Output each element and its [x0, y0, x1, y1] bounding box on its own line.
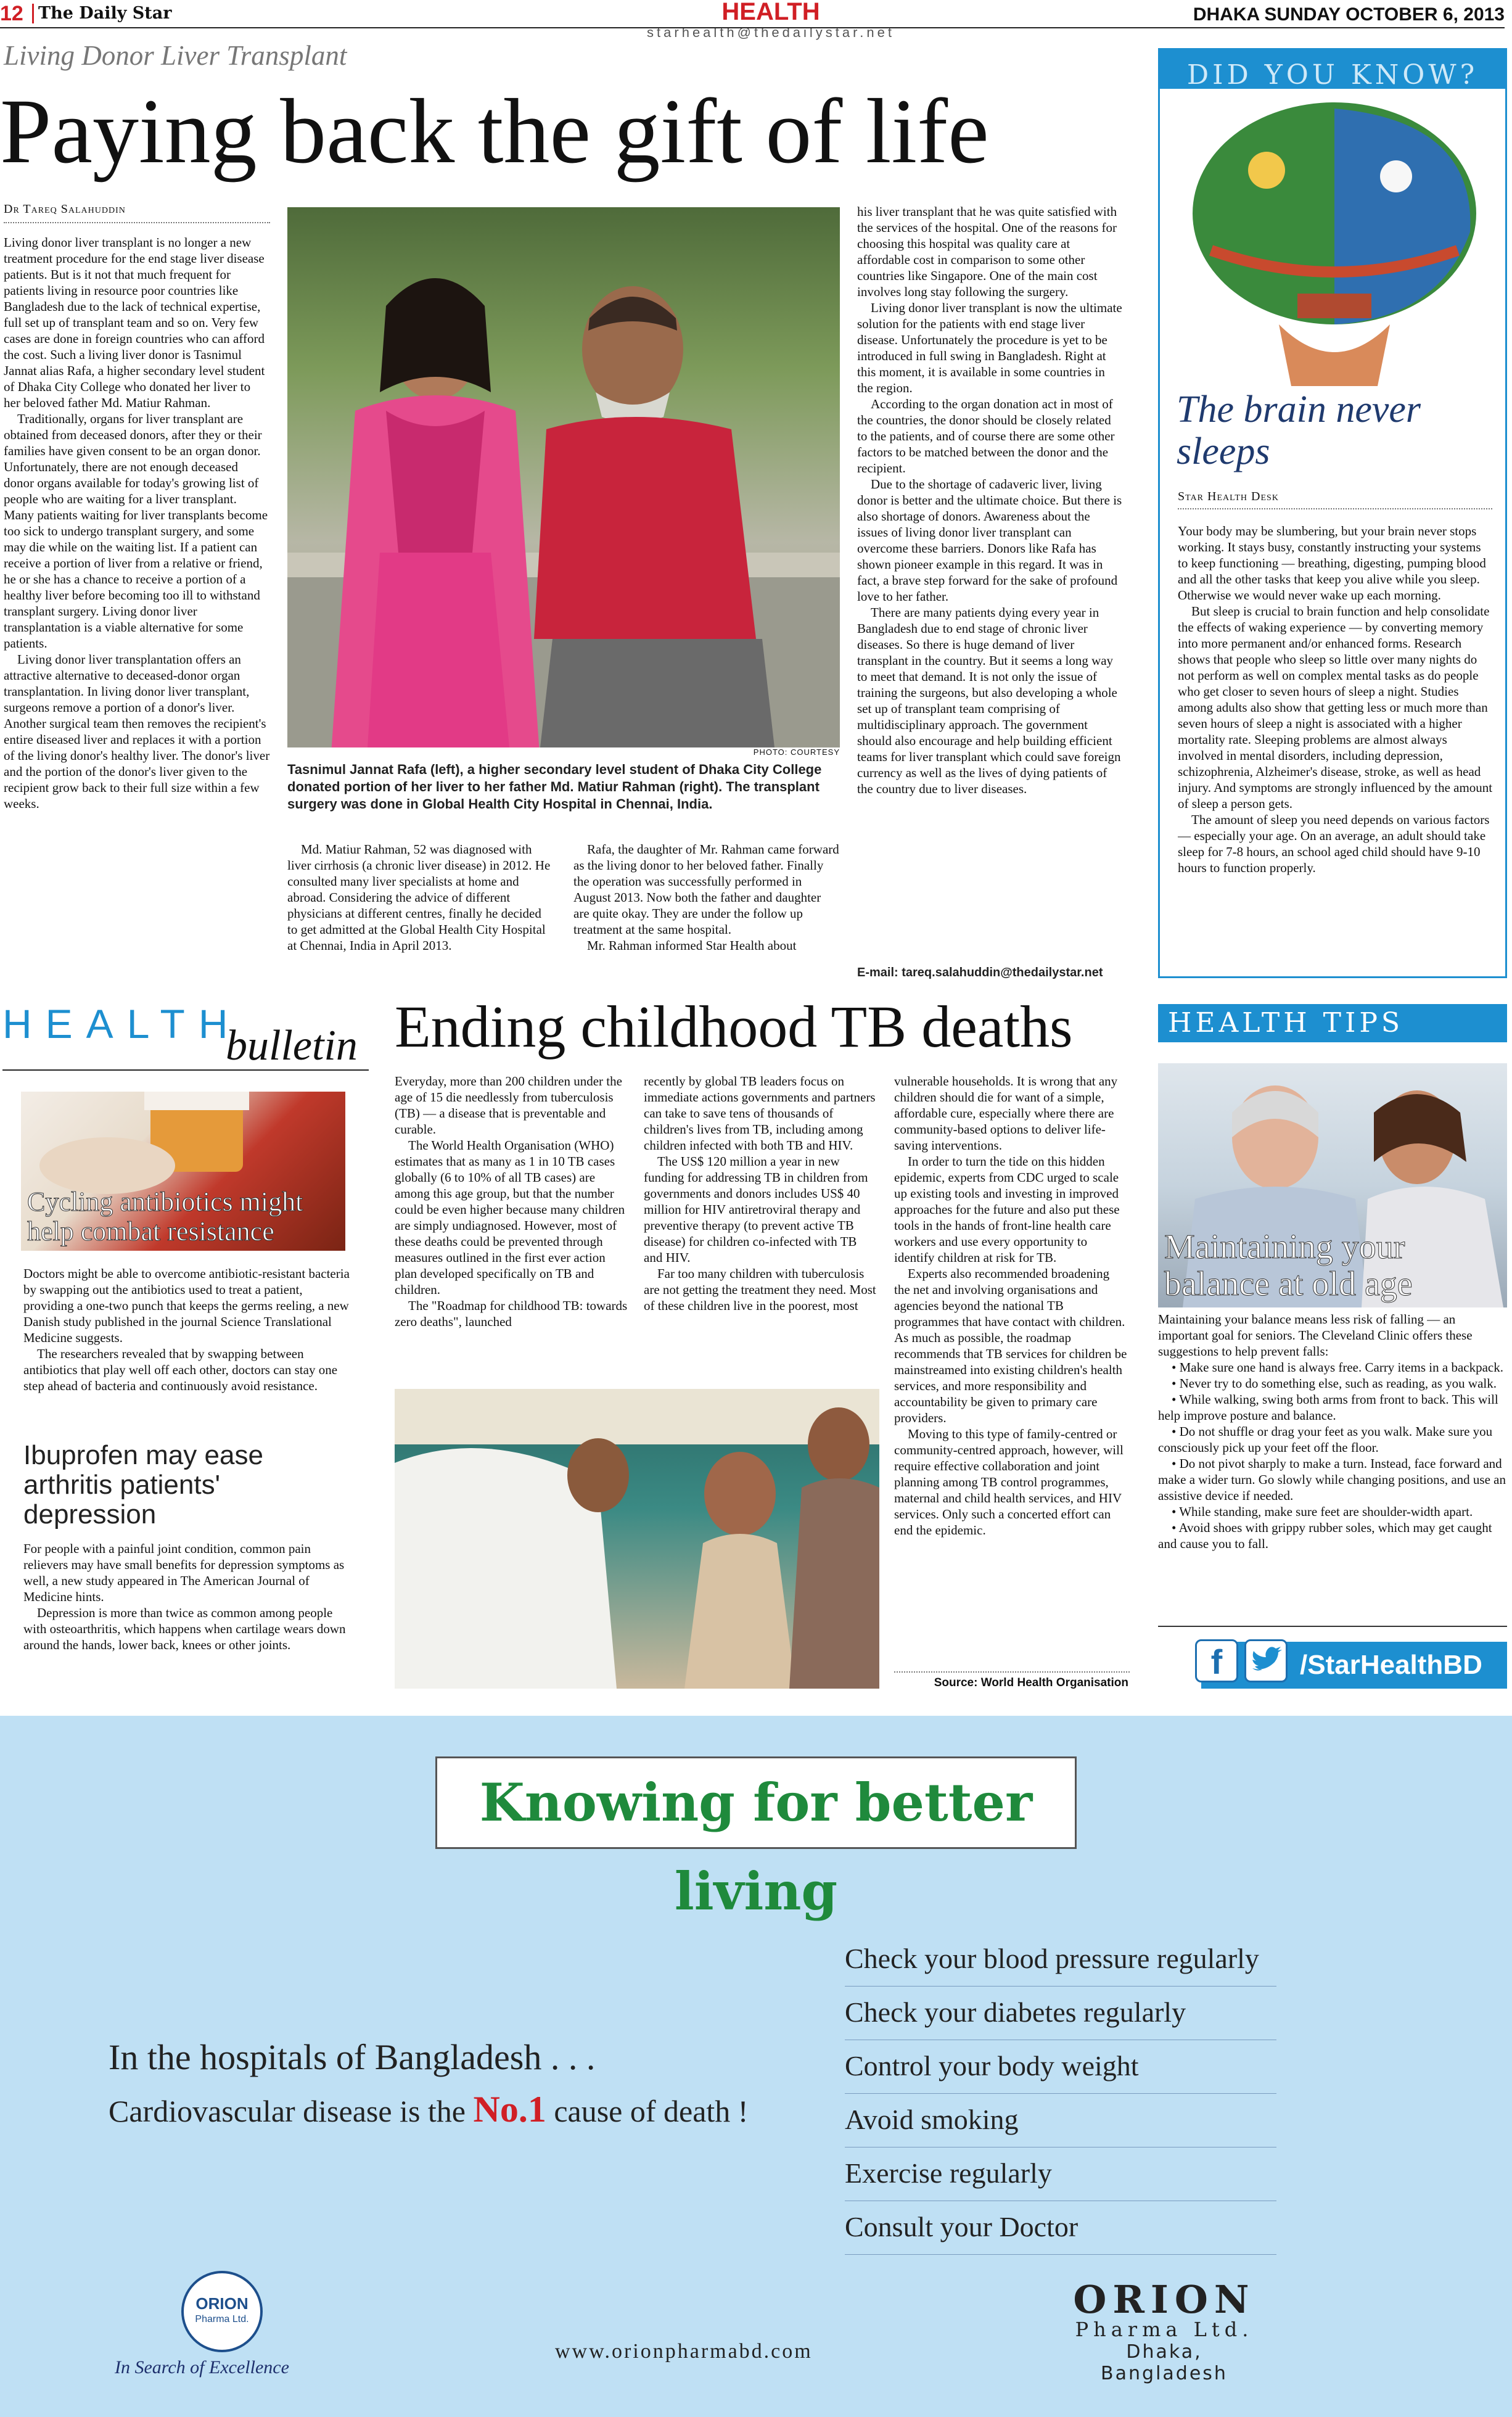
- bulletin-p1: Doctors might be able to overcome antibiotic-resistant bacteria by swapping out the antibiotics used to treat a patient, providing a one-two punch that keeps the germs reeling, a new Danish study published in the journal Science Translational Medicine suggests.: [23, 1266, 350, 1345]
- bulletin-p2: The researchers revealed that by swapping between antibiotics that play well off each other, doctors can stay one step ahead of bacteria and continuously avoid resistance.: [23, 1346, 338, 1393]
- father-daughter-photo: [287, 207, 840, 747]
- tips-list: [1158, 1359, 1506, 1552]
- lead-c4-p4: Due to the shortage of cadaveric liver, living donor is better and the ultimate choice. But there is also shortage of donors. Awareness about the issues of living donor liver transplant can overcome these barriers. Donors like Rafa has shown pioneer example in this regard. It was in fact, a brave step forward for the sake of profound love to her father.: [857, 477, 1122, 604]
- lead-c4-p3: According to the organ donation act in most of the countries, the donor should be closely related to the patients, and of course there are some other factors to be matched between the donor and the recipient.: [857, 397, 1115, 476]
- tb-c1-p1: Everyday, more than 200 children under the age of 15 die needlessly from tuberculosis (TB) — a disease that is preventable and curable.: [395, 1074, 622, 1137]
- tips-text: [1158, 1311, 1506, 1613]
- dateline: DHAKA SUNDAY OCTOBER 6, 2013: [1193, 4, 1505, 25]
- dyk-p1: Your body may be slumbering, but your brain never stops working. It stays busy, constantly instructing your systems to keep functioning — breathing, digesting, pumping blood and all the other tasks that keep you alive while you sleep. Otherwise we would never wake up each morning.: [1178, 524, 1486, 603]
- ad-check-item: Check your blood pressure regularly: [845, 1933, 1276, 1987]
- lead-headline: Paying back the gift of life: [0, 80, 989, 183]
- tb-source: Source: World Health Organisation: [934, 1676, 1128, 1689]
- lead-c2-p1: Md. Matiur Rahman, 52 was diagnosed with liver cirrhosis (a chronic liver disease) in 2012. He consulted many liver specialists at home and abroad. Considering the advice of different physicians at different centres, finally he decided to get admitted at the Global Health City Hospital at Chennai, India in April 2013.: [287, 842, 551, 953]
- health-tips-label: HEALTH TIPS: [1158, 1004, 1507, 1042]
- ad-headline-box: [435, 1756, 1077, 1922]
- ad-line2-c: cause of death !: [546, 2094, 749, 2128]
- ad-line1: In the hospitals of Bangladesh . . .: [109, 2037, 596, 2077]
- orion-logo-sub: Pharma Ltd.: [195, 2314, 249, 2324]
- twitter-icon[interactable]: [1244, 1639, 1288, 1682]
- lead-c4-p1: his liver transplant that he was quite satisfied with the services of the hospital. One of the reasons for choosing this hospital was quality care at affordable cost in comparison to some other countries like Singapore. One of the main cost involves long stay following the surgery.: [857, 204, 1117, 299]
- social-handle[interactable]: /StarHealthBD: [1300, 1650, 1482, 1680]
- doctor-child-photo: [395, 1389, 879, 1689]
- dyk-rule: [1178, 508, 1492, 509]
- tip-item: • Make sure one hand is always free. Carry items in a backpack.: [1172, 1360, 1503, 1375]
- ad-brand: ORION: [1073, 2277, 1255, 2322]
- tb-column-2: [644, 1073, 878, 1381]
- lead-c1-p3: Living donor liver transplantation offers an attractive alternative to deceased-donor organ transplantation. In living donor liver transplant, surgeons remove a portion of a donor's liver. Another surgical team then removes the recipient's entire diseased liver and replaces it with a portion of the living donor's healthy liver. The donor's liver and the portion of the donor's liver given to the recipient grow back to their full size within a few weeks.: [4, 652, 270, 811]
- ad-check-item: Control your body weight: [845, 2040, 1276, 2094]
- advertisement: [0, 1716, 1512, 2417]
- tb-c3-p4: Moving to this type of family-centred or community-centred approach, however, will require effective collaboration and joint planning among TB control programmes, maternal and child health services, and HIV services. Only such a concerted effort can end the epidemic.: [894, 1427, 1124, 1538]
- photo-credit: PHOTO: COURTESY: [753, 747, 840, 757]
- bulletin-photo: [21, 1092, 345, 1251]
- ad-line2: [109, 2088, 787, 2131]
- ad-check-item: Avoid smoking: [845, 2094, 1276, 2147]
- lead-kicker: Living Donor Liver Transplant: [4, 40, 347, 71]
- tips-title: Maintaining your balance at old age: [1164, 1228, 1413, 1303]
- tips-rule: [1158, 1626, 1507, 1627]
- bulletin-text-1: [23, 1266, 350, 1432]
- tip-item: • While standing, make sure feet are shoulder-width apart.: [1172, 1504, 1473, 1519]
- lead-column-1: [4, 234, 270, 981]
- dyk-p3: The amount of sleep you need depends on various factors — especially your age. On an average, an adult should take sleep for 7-8 hours, an school aged child should have 9-10 hours to function properly.: [1178, 812, 1490, 875]
- photo-caption: Tasnimul Jannat Rafa (left), a higher secondary level student of Dhaka City College donated portion of her liver to her father Md. Matiur Rahman (right). The transplant surgery was done in Global Health City Hospital in Chennai, India.: [287, 762, 822, 812]
- tip-item: • While walking, swing both arms from front to back. This will help improve posture and balance.: [1158, 1392, 1498, 1423]
- tip-item: • Avoid shoes with grippy rubber soles, which may get caught and cause you to fall.: [1158, 1520, 1492, 1551]
- bulletin-h2: Ibuprofen may ease arthritis patients' depression: [23, 1440, 263, 1530]
- lead-c1-p1: Living donor liver transplant is no longer a new treatment procedure for the end stage liver disease patients. But is it not that much frequent for patients living in resource poor countries like Bangladesh due to the lack of technical expertise, full set up of transplant team and so on. Very few cases are done in foreign countries who can afford the cost. Such a living liver donor is Tasnimul Jannat alias Rafa, a higher secondary level student of Dhaka City College who donated her liver to her beloved father Md. Matiur Rahman.: [4, 235, 265, 410]
- ad-url[interactable]: www.orionpharmabd.com: [555, 2340, 813, 2363]
- bulletin-text-2: [23, 1541, 350, 1682]
- section-email: starhealth@thedailystar.net: [647, 25, 895, 40]
- brain-illustration: [1174, 90, 1495, 386]
- tip-item: • Never try to do something else, such as reading, as you walk.: [1172, 1376, 1497, 1391]
- tb-c3-p1: vulnerable households. It is wrong that any children should die for want of a simple, affordable cure, especially where there are community-based options to deliver life-saving interventions.: [894, 1074, 1118, 1153]
- tb-c2-p1: recently by global TB leaders focus on immediate actions governments and partners can take to save tens of thousands of children's lives from TB, including among children infected with both TB and HIV.: [644, 1074, 876, 1153]
- ad-brand-city: Dhaka, Bangladesh: [1101, 2341, 1228, 2384]
- tb-c2-p2: The US$ 120 million a year in new funding for addressing TB in children from governments and donors includes US$ 40 million for HIV antiretroviral therapy and preventive therapy (to prevent active TB disease) for children co-infected with TB and HIV.: [644, 1154, 868, 1265]
- author-email: E-mail: tareq.salahuddin@thedailystar.net: [857, 966, 1103, 979]
- brain-icon: [1174, 90, 1495, 386]
- ad-check-item: Consult your Doctor: [845, 2201, 1276, 2255]
- tb-source-rule: [894, 1671, 1130, 1673]
- bulletin-script: bulletin: [226, 1022, 358, 1069]
- tips-photo: [1158, 1063, 1507, 1307]
- orion-logo-name: ORION: [195, 2294, 249, 2313]
- lead-column-4: [857, 204, 1124, 941]
- lead-photo: [287, 207, 840, 747]
- bulletin-h1: Cycling antibiotics might help combat resistance: [27, 1187, 303, 1246]
- lead-c4-p5: There are many patients dying every year in Bangladesh due to end stage of chronic liver diseases. So there is huge demand of liver transplant in the country. But it seems a long way to meet that demand. It is not only the issue of training the surgeons, but also developing a whole set up of transplant team comprising of multidisciplinary approach. The government should also encourage and help building efficient teams for liver transplant which could save foreign currency as well as the lives of dying patients of the country due to liver diseases.: [857, 605, 1121, 796]
- orion-logo: [181, 2271, 263, 2352]
- tb-headline: Ending childhood TB deaths: [395, 994, 1073, 1060]
- ad-check-item: Check your diabetes regularly: [845, 1987, 1276, 2040]
- tb-column-3: [894, 1073, 1128, 1671]
- bulletin-rule: [2, 1069, 369, 1071]
- bulletin-p3: For people with a painful joint condition, common pain relievers may have small benefits for depression symptoms as well, a new study appeared in The American Journal of Medicine hints.: [23, 1541, 345, 1604]
- byline-rule: [4, 222, 270, 223]
- tb-c1-p3: The "Roadmap for childhood TB: towards zero deaths", launched: [395, 1298, 628, 1329]
- ad-line2-a: Cardiovascular disease is the: [109, 2094, 474, 2128]
- paper-name: The Daily Star: [38, 4, 172, 23]
- tb-photo: [395, 1389, 879, 1689]
- lead-column-2: [287, 841, 554, 989]
- page-number: 12: [0, 2, 23, 25]
- masthead-divider: [32, 4, 34, 23]
- ad-brand-sub: Pharma Ltd.: [1075, 2318, 1254, 2341]
- bulletin-title: HEALTH: [2, 1001, 242, 1047]
- tb-c3-p3: Experts also recommended broadening the net and involving organisations and agencies beyond the national TB programmes that have contact with children. As much as possible, the roadmap recommends that TB services for children be mainstreamed into existing children's health services, and more responsibility and accountability be given to primary care providers.: [894, 1266, 1127, 1425]
- tb-c1-p2: The World Health Organisation (WHO) estimates that as many as 1 in 10 TB cases globally (6 to 10% of all TB cases) are among this age group, but that the number could be even higher because many children are simply undiagnosed. However, most of these deaths could be prevented through measures outlined in the first ever action plan developed specifically on TB and children.: [395, 1138, 625, 1297]
- dyk-text: [1178, 523, 1494, 962]
- dyk-p2: But sleep is crucial to brain function and help consolidate the effects of waking experience — by converting memory into more permanent and/or enhanced forms. Research shows that people who sleep so little over many nights do not perform as well on complex mental tasks as do people who get closer to seven hours of sleep a night. Studies among adults also show that getting less or much more than seven hours of sleep a night is associated with a higher mortality rate. Sleeping problems are almost always involved in mental disorders, including depression, schizophrenia, Alzheimer's disease, stroke, as well as head injury. And symptoms are strongly influenced by the amount of sleep a person gets.: [1178, 604, 1493, 811]
- tb-c2-p3: Far too many children with tuberculosis are not getting the treatment they need. Most of these children live in the poorest, most: [644, 1266, 876, 1313]
- lead-c1-p2: Traditionally, organs for liver transplant are obtained from deceased donors, after they or their families have given consent to be an organ donor. Unfortunately, there are not enough deceased donor organs available for today's growing list of people who are waiting for a liver transplant. Many patients waiting for liver transplants become too sick to undergo transplant surgery, and some may die while on the waiting list. If a patient can receive a portion of liver from a relative or friend, he or she has a chance to receive a portion of a healthy liver before becoming too ill to withstand transplant surgery. Living donor liver transplantation is a viable alternative for some patients.: [4, 411, 268, 651]
- social-bar[interactable]: [1201, 1642, 1507, 1689]
- ad-headline: Knowing for better living: [479, 1772, 1033, 1922]
- tip-item: • Do not shuffle or drag your feet as you walk. Make sure you consciously pick up your feet off the floor.: [1158, 1424, 1493, 1455]
- tb-c3-p2: In order to turn the tide on this hidden epidemic, experts from CDC urged to scale up existing tools and investing in improved approaches for the future and also put these tools in the hands of front-line health care workers and use every opportunity to identify children at risk for TB.: [894, 1154, 1120, 1265]
- masthead-rule: [0, 27, 1505, 28]
- section-title: HEALTH: [721, 0, 820, 25]
- bulletin-p4: Depression is more than twice as common among people with osteoarthritis, which happens when cartilage wears down around the hands, lower back, knees or other joints.: [23, 1605, 346, 1652]
- tips-intro: Maintaining your balance means less risk of falling — an important goal for seniors. The Cleveland Clinic offers these suggestions to help prevent falls:: [1158, 1312, 1473, 1359]
- facebook-icon[interactable]: f: [1195, 1639, 1238, 1682]
- did-you-know-label: DID YOU KNOW?: [1158, 48, 1507, 89]
- dyk-byline: Star Health Desk: [1178, 490, 1279, 503]
- lead-column-3: [573, 841, 840, 989]
- dyk-headline: The brain never sleeps: [1177, 389, 1421, 472]
- lead-c3-p2: Mr. Rahman informed Star Health about: [587, 938, 797, 953]
- ad-checklist: [845, 1933, 1276, 2266]
- tb-column-1: [395, 1073, 629, 1381]
- lead-c4-p2: Living donor liver transplant is now the ultimate solution for the patients with end stage liver disease. Unfortunately the procedure is yet to be introduced in full swing in Bangladesh. Right at this moment, it is available in some countries in the region.: [857, 300, 1122, 395]
- lead-c3-p1: Rafa, the daughter of Mr. Rahman came forward as the living donor to her beloved father. Finally the operation was successfully performed in August 2013. Now both the father and daughter are quite okay. They are under the follow up treatment at the same hospital.: [573, 842, 839, 937]
- ad-check-item: Exercise regularly: [845, 2147, 1276, 2201]
- lead-byline: Dr Tareq Salahuddin: [4, 202, 126, 216]
- ad-no1: No.1: [473, 2089, 546, 2130]
- ad-tagline: In Search of Excellence: [115, 2357, 289, 2378]
- tip-item: • Do not pivot sharply to make a turn. Instead, face forward and make a wider turn. Go slowly while changing positions, and use an assistive device if needed.: [1158, 1456, 1506, 1503]
